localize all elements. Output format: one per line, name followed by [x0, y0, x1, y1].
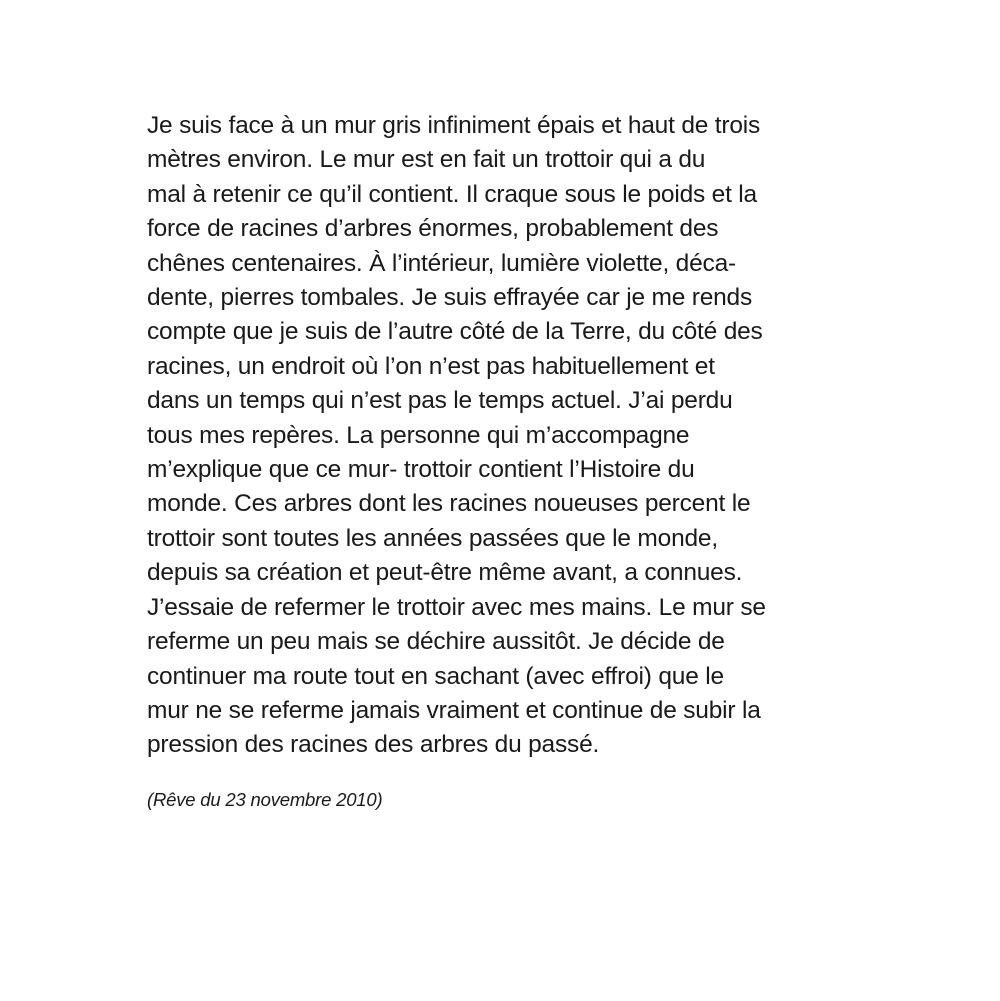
text-line: dente, pierres tombales. Je suis effrayée car je me rends — [147, 284, 753, 312]
text-line: tous mes repères. La personne qui m’accompagne — [147, 421, 690, 449]
text-line: trottoir sont toutes les années passées que le monde, — [147, 524, 718, 552]
text-line: compte que je suis de l’autre côté de la Terre, du côté des — [147, 318, 763, 346]
text-line: monde. Ces arbres dont les racines noueuses percent le — [147, 490, 751, 518]
text-line: mètres environ. Le mur est en fait un trottoir qui a du — [147, 146, 706, 174]
text-line: J’essaie de refermer le trottoir avec mes mains. Le mur se — [147, 593, 766, 621]
text-line: continuer ma route tout en sachant (avec effroi) que le — [147, 662, 724, 690]
text-line: dans un temps qui n’est pas le temps actuel. J’ai perdu — [147, 387, 733, 415]
text-line: referme un peu mais se déchire aussitôt. Je décide de — [147, 628, 725, 656]
text-line: chênes centenaires. À l’intérieur, lumière violette, déca- — [147, 249, 736, 277]
text-line: force de racines d’arbres énormes, probablement des — [147, 215, 719, 243]
dream-text — [147, 109, 847, 763]
date-caption: (Rêve du 23 novembre 2010) — [147, 789, 383, 810]
text-line: racines, un endroit où l’on n’est pas habituellement et — [147, 352, 715, 380]
text-line: mal à retenir ce qu’il contient. Il craque sous le poids et la — [147, 180, 757, 208]
text-line: Je suis face à un mur gris infiniment épais et haut de trois — [147, 112, 761, 139]
text-line: m’explique que ce mur- trottoir contient l’Histoire du — [147, 456, 695, 484]
text-line: pression des racines des arbres du passé. — [147, 731, 600, 759]
text-line: mur ne se referme jamais vraiment et continue de subir la — [147, 696, 761, 724]
text-line: depuis sa création et peut-être même avant, a connues. — [147, 559, 743, 587]
